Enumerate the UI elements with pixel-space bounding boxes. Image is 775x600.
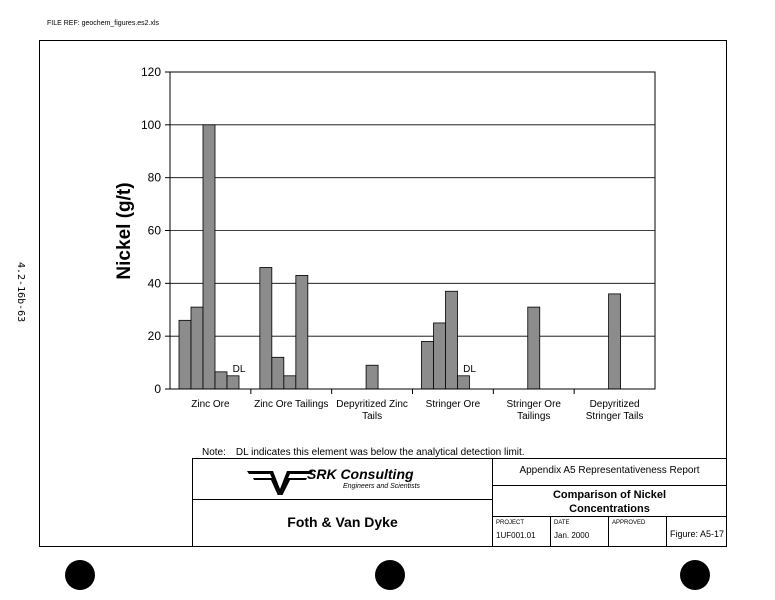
report-name: Appendix A5 Representativeness Report: [519, 465, 700, 476]
title-block-report-cell: [492, 458, 727, 486]
file-reference: FILE REF: geochem_figures.es2.xls: [47, 20, 160, 27]
gridlines: [170, 125, 655, 336]
bar: [179, 320, 191, 389]
bar: [609, 294, 621, 389]
approved-label: APPROVED: [612, 520, 646, 526]
y-tick-label: 20: [147, 329, 161, 344]
figure-number: Figure: A5-17: [670, 529, 725, 539]
bar: [272, 357, 284, 389]
figure-title-line2: Concentrations: [569, 503, 650, 515]
figure-number-cell: [666, 516, 727, 547]
y-tick-label: 80: [147, 170, 161, 185]
x-category-label: Tailings: [517, 411, 551, 422]
bar: [191, 307, 203, 389]
x-category-label: Stringer Tails: [585, 411, 644, 422]
bar: [215, 372, 227, 389]
x-category-label: Zinc Ore Tailings: [254, 399, 329, 410]
bar: [446, 291, 458, 389]
figure-title: [493, 488, 726, 516]
note-label: Note:: [202, 447, 226, 458]
bar: [260, 267, 272, 389]
project-label: PROJECT: [496, 520, 525, 526]
project-cell: [492, 516, 551, 547]
date-value: Jan. 2000: [554, 531, 590, 540]
axes: [141, 65, 655, 422]
client-name: Foth & Van Dyke: [287, 514, 398, 530]
project-value: 1UF001.01: [496, 531, 536, 540]
company-subtitle: Engineers and Scientists: [343, 483, 421, 490]
approved-cell: [608, 516, 667, 547]
chart-note: [202, 447, 525, 458]
punch-hole-left: [65, 560, 95, 590]
punch-hole-right: [680, 560, 710, 590]
y-tick-label: 60: [147, 223, 161, 238]
y-tick-label: 100: [140, 117, 161, 132]
company-name: SRK Consulting: [307, 466, 414, 482]
date-cell: [550, 516, 609, 547]
detection-limit-label: DL: [463, 363, 476, 375]
title-block-client-cell: [192, 499, 493, 547]
y-tick-label: 0: [154, 382, 161, 396]
y-tick-label: 40: [147, 276, 161, 291]
x-category-label: Depyritized: [589, 399, 640, 410]
x-category-label: Tails: [362, 411, 383, 422]
detection-limit-label: DL: [232, 363, 246, 375]
bar: [528, 307, 540, 389]
figure-title-line1: Comparison of Nickel: [552, 489, 667, 501]
x-category-label: Depyritized Zinc: [336, 399, 408, 410]
bar: [434, 323, 446, 389]
x-category-label: Stringer Ore: [425, 399, 481, 410]
y-axis-title: Nickel (g/t): [114, 182, 135, 280]
x-category-label: Zinc Ore: [191, 399, 230, 410]
bar: [296, 275, 308, 389]
x-category-label: Stringer Ore: [506, 399, 561, 410]
y-tick-label: 120: [140, 65, 161, 79]
srk-logo-icon: [245, 465, 315, 495]
note-text: DL indicates this element was below the analytical detection limit.: [235, 447, 525, 458]
date-label: DATE: [554, 520, 570, 526]
bars: [179, 125, 621, 389]
punch-hole-center: [375, 560, 405, 590]
bar: [422, 341, 434, 389]
bar: [458, 376, 470, 389]
bar: [366, 365, 378, 389]
bar: [227, 376, 239, 389]
bar: [284, 376, 296, 389]
side-document-code: 4.2-16b-63: [15, 262, 26, 323]
bar: [203, 125, 215, 389]
title-block-title-cell: [492, 485, 727, 517]
